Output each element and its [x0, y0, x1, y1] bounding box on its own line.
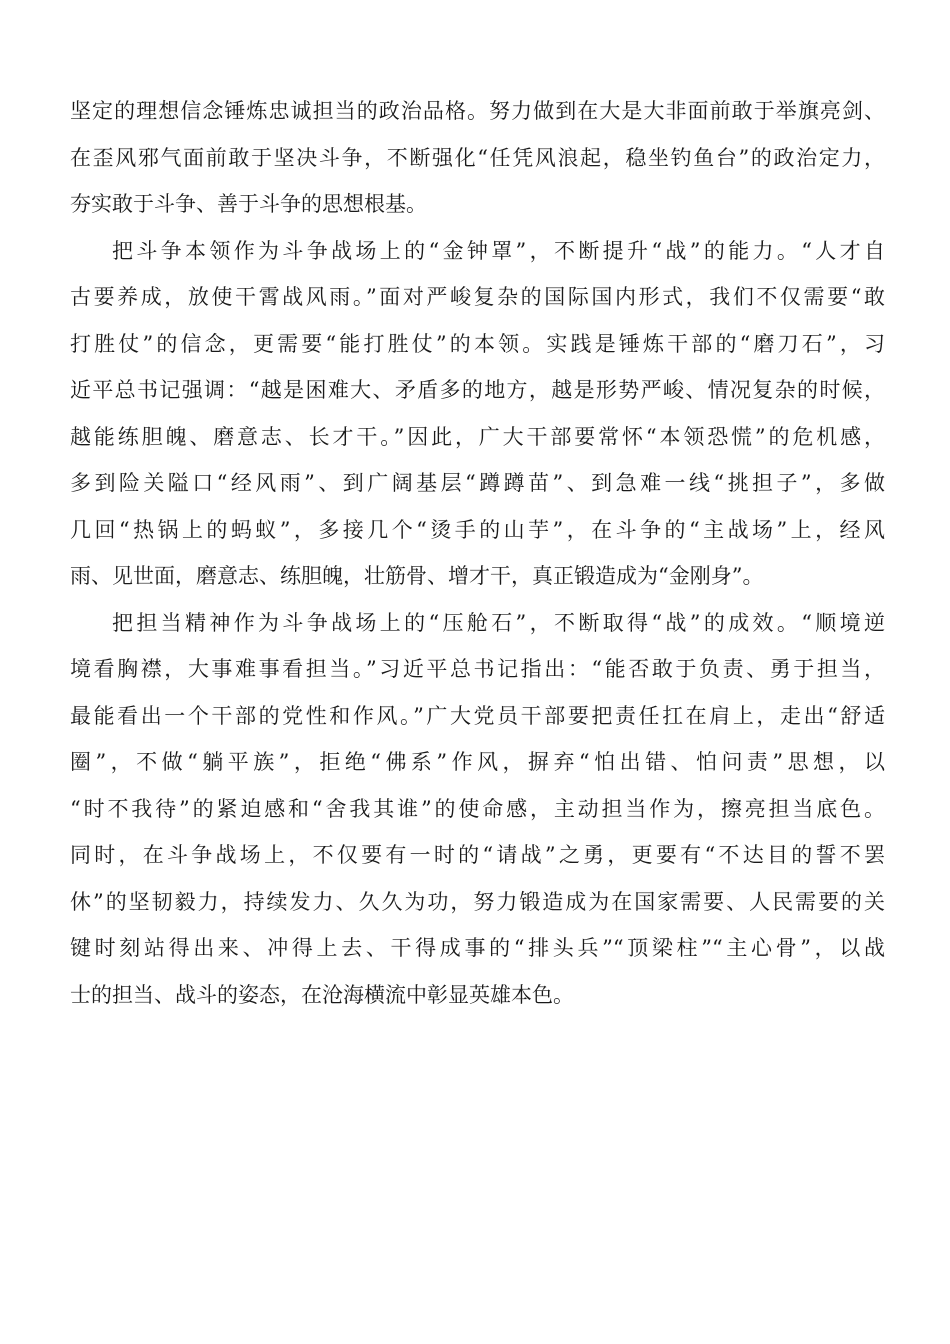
text-line: 键时刻站得出来、冲得上去、干得成事的“排头兵”“顶梁柱”“主心骨”，以战 [70, 936, 885, 960]
paragraph-2 [70, 228, 885, 600]
text-line: 坚定的理想信念锤炼忠诚担当的政治品格。努力做到在大是大非面前敢于举旗亮剑、 [70, 99, 885, 123]
text-line: 古要养成，放使干霄战风雨。”面对严峻复杂的国际国内形式，我们不仅需要“敢 [70, 285, 885, 309]
text-line: 圈”，不做“躺平族”，拒绝“佛系”作风，摒弃“怕出错、怕问责”思想，以 [70, 750, 885, 774]
text-line: 几回“热锅上的蚂蚁”，多接几个“烫手的山芋”，在斗争的“主战场”上，经风 [70, 517, 885, 542]
text-line: 同时，在斗争战场上，不仅要有一时的“请战”之勇，更要有“不达目的誓不罢 [70, 843, 885, 867]
paragraph-3 [70, 600, 885, 1019]
text-line: 夯实敢于斗争、善于斗争的思想根基。 [70, 192, 427, 216]
text-line: 越能练胆魄、磨意志、长才干。”因此，广大干部要常怀“本领恐慌”的危机感， [70, 424, 885, 449]
text-line: 在歪风邪气面前敢于坚决斗争，不断强化“任凭风浪起，稳坐钓鱼台”的政治定力， [70, 145, 885, 170]
text-line: 把担当精神作为斗争战场上的“压舱石”，不断取得“战”的成效。“顺境逆 [112, 610, 885, 635]
text-line: 士的担当、战斗的姿态，在沧海横流中彰显英雄本色。 [70, 982, 574, 1007]
text-line: “时不我待”的紧迫感和“舍我其谁”的使命感，主动担当作为，擦亮担当底色。 [70, 796, 885, 821]
text-line: 把斗争本领作为斗争战场上的“金钟罩”，不断提升“战”的能力。“人才自 [112, 238, 885, 263]
text-line: 最能看出一个干部的党性和作风。”广大党员干部要把责任扛在肩上，走出“舒适 [70, 703, 885, 728]
text-line: 休”的坚韧毅力，持续发力、久久为功，努力锻造成为在国家需要、人民需要的关 [70, 889, 885, 914]
text-line: 雨、见世面，磨意志、练胆魄，壮筋骨、增才干，真正锻造成为“金刚身”。 [70, 564, 764, 588]
paragraph-1 [70, 88, 885, 228]
text-line: 近平总书记强调：“越是困难大、矛盾多的地方，越是形势严峻、情况复杂的时候， [70, 378, 885, 402]
text-line: 打胜仗”的信念，更需要“能打胜仗”的本领。实践是锤炼干部的“磨刀石”，习 [70, 331, 885, 356]
document-body [70, 88, 885, 1018]
text-line: 境看胸襟，大事难事看担当。”习近平总书记指出：“能否敢于负责、勇于担当， [70, 657, 885, 681]
text-line: 多到险关隘口“经风雨”、到广阔基层“蹲蹲苗”、到急难一线“挑担子”，多做 [70, 471, 885, 495]
